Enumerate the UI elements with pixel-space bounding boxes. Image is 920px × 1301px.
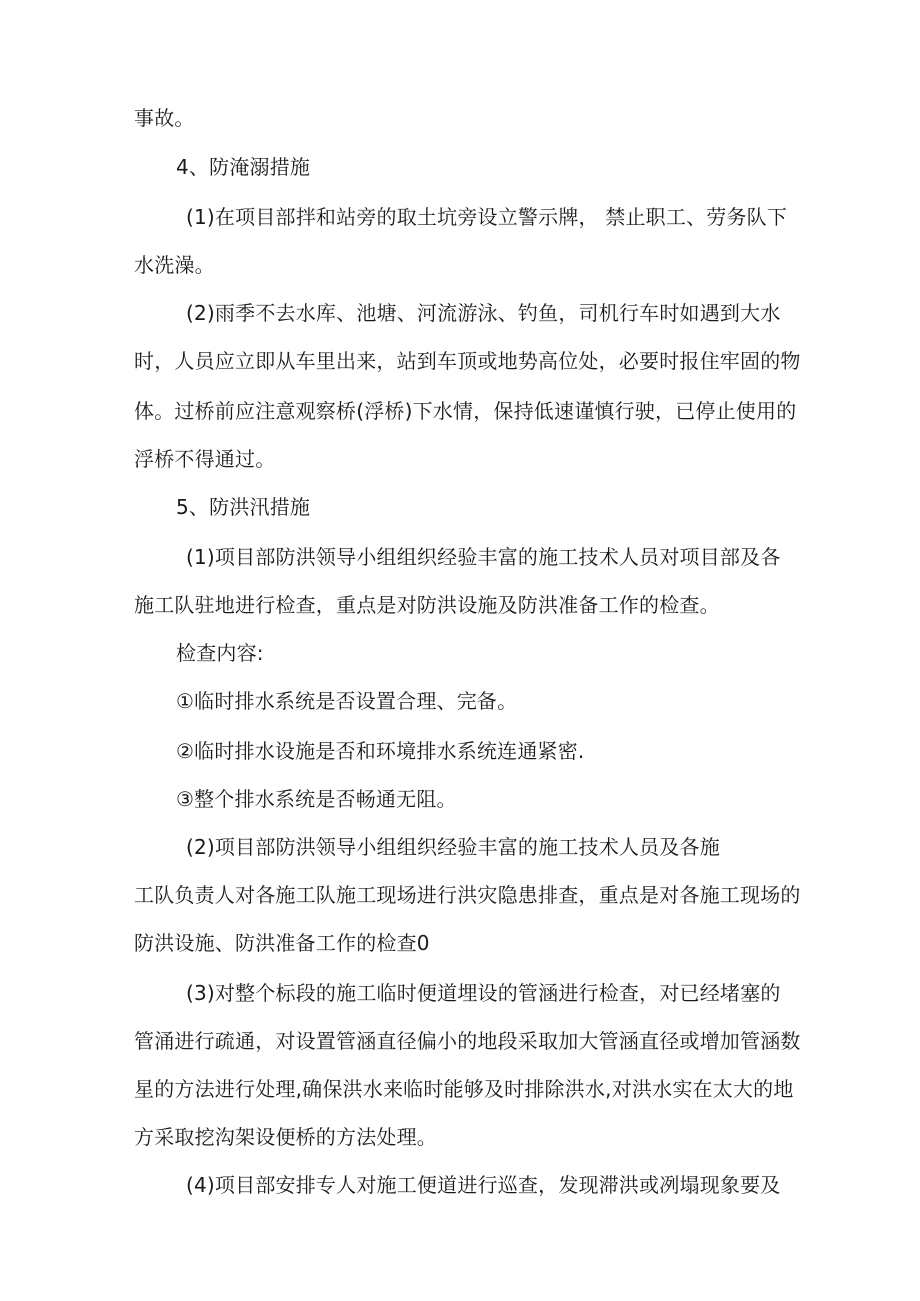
section-heading [0,492,920,522]
text-line-content: 事故。 [134,106,195,130]
text-line-content: ③整个排水系统是否畅通无阻。 [176,787,457,811]
text-line-content: 方采取挖沟架设便桥的方法处理。 [134,1125,437,1149]
text-line-content: (2)雨季不去水库、池塘、河流游泳、钓鱼，司机行车时如遇到大水 [186,301,781,325]
text-line-content: 5、防洪汛措施 [176,495,311,519]
text-line [0,880,920,910]
text-line [0,928,920,958]
text-line [0,1074,920,1104]
text-line [0,346,920,376]
text-line-content: 施工队驻地进行检查，重点是对防洪设施及防洪准备工作的检查。 [134,593,720,617]
text-line [0,1122,920,1152]
text-line [0,978,920,1008]
text-line [0,444,920,474]
text-line-content: ②临时排水设施是否和环境排水系统连通紧密. [176,739,585,763]
text-line-content: 4、防淹溺措施 [176,155,311,179]
list-item [0,736,920,766]
text-line [0,298,920,328]
list-item [0,784,920,814]
text-line-content: (4)项目部安排专人对施工便道进行巡查，发现滞洪或冽塌现象要及 [186,1173,781,1197]
text-line [0,202,920,232]
text-line-content: 浮桥不得通过。 [134,447,276,471]
text-line-content: 防洪设施、防洪准备工作的检查0 [134,931,430,955]
list-item [0,686,920,716]
text-line-content: ①临时排水系统是否设置合理、完备。 [176,689,518,713]
text-line-content: 水洗澡。 [134,253,215,277]
text-line-content: (3)对整个标段的施工临时便道埋设的管涵进行检查，对已经堵塞的 [186,981,781,1005]
text-line [0,832,920,862]
section-heading [0,152,920,182]
text-line [0,590,920,620]
text-line-content: 时，人员应立即从车里出来，站到车顶或地势高位处，必要时报住牢固的物 [134,349,801,373]
text-line [0,542,920,572]
text-line [0,1170,920,1200]
text-line [0,396,920,426]
text-line-content: 工队负责人对各施工队施工现场进行洪灾隐患排查，重点是对各施工现场的 [134,883,801,907]
text-line-content: 检查内容: [176,641,264,665]
text-line [0,103,920,133]
text-line-content: 体。过桥前应注意观察桥(浮桥)下水情，保持低速谨慎行驶，已停止使用的 [134,399,797,423]
text-line [0,250,920,280]
text-line-content: 管涌进行疏通，对设置管涵直径偏小的地段采取加大管涵直径或增加管涵数 [134,1029,801,1053]
text-line [0,1026,920,1056]
text-line-content: (1)项目部防洪领导小组组织经验丰富的施工技术人员对项目部及各 [186,545,781,569]
text-line-content: (2)项目部防洪领导小组组织经验丰富的施工技术人员及各施 [186,835,720,859]
text-line-content: 星的方法进行处理,确保洪水来临时能够及时排除洪水,对洪水实在太大的地 [134,1077,794,1101]
text-line-content: (1)在项目部拌和站旁的取土坑旁设立警示牌， 禁止职工、劳务队下 [186,205,788,229]
text-line [0,638,920,668]
